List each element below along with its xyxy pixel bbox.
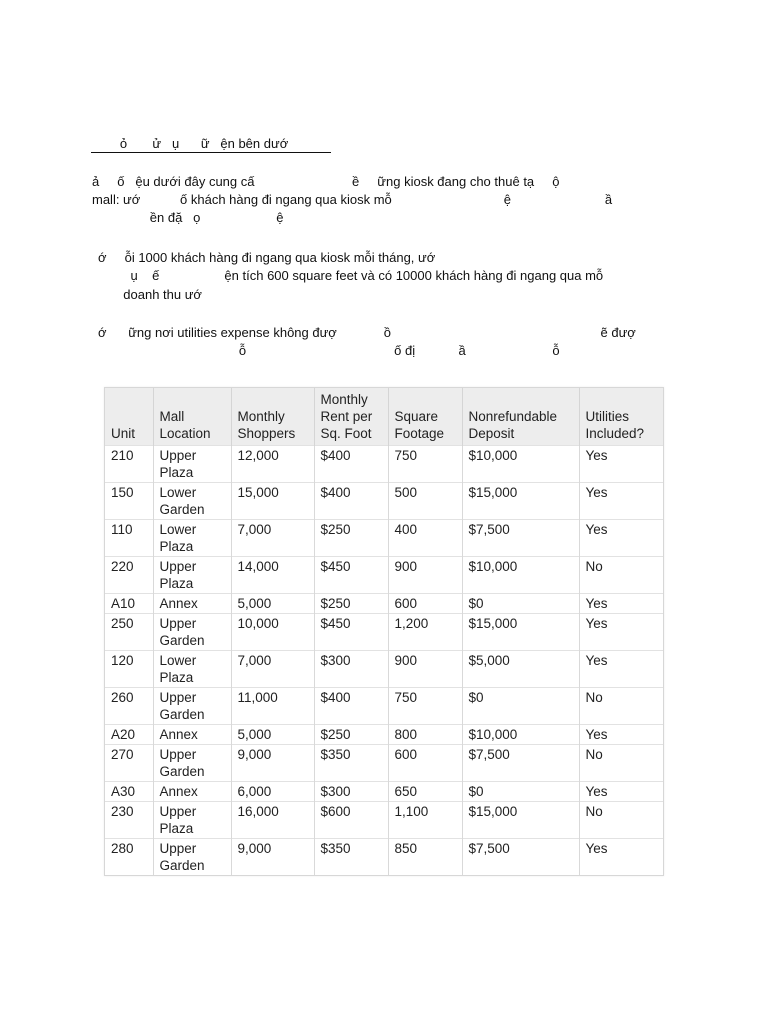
- table-row: [105, 782, 663, 802]
- cell-mall-location: Annex: [153, 594, 231, 614]
- cell-monthly-shoppers: 9,000: [231, 839, 314, 876]
- cell-unit: 250: [105, 614, 153, 651]
- cell-utilities: No: [579, 745, 663, 782]
- header-unit: Unit: [105, 388, 153, 446]
- paragraph-1-line-3: ền đặ ọ ệ: [92, 210, 284, 225]
- table-row: [105, 651, 663, 688]
- cell-utilities: Yes: [579, 594, 663, 614]
- cell-monthly-shoppers: 14,000: [231, 557, 314, 594]
- cell-utilities: Yes: [579, 483, 663, 520]
- cell-monthly-rent: $600: [314, 802, 388, 839]
- cell-unit: 120: [105, 651, 153, 688]
- cell-deposit: $7,500: [462, 745, 579, 782]
- cell-monthly-shoppers: 12,000: [231, 446, 314, 483]
- cell-monthly-shoppers: 5,000: [231, 594, 314, 614]
- header-monthly-shoppers: Monthly Shoppers: [231, 388, 314, 446]
- cell-unit: A10: [105, 594, 153, 614]
- cell-deposit: $15,000: [462, 802, 579, 839]
- cell-deposit: $10,000: [462, 557, 579, 594]
- cell-deposit: $0: [462, 688, 579, 725]
- cell-monthly-rent: $400: [314, 446, 388, 483]
- cell-square-footage: 750: [388, 446, 462, 483]
- cell-deposit: $15,000: [462, 614, 579, 651]
- paragraph-2-line-3: doanh thu ướ: [98, 287, 202, 302]
- cell-utilities: No: [579, 688, 663, 725]
- cell-mall-location: Upper Garden: [153, 745, 231, 782]
- table-row: [105, 614, 663, 651]
- cell-square-footage: 750: [388, 688, 462, 725]
- cell-deposit: $10,000: [462, 725, 579, 745]
- cell-monthly-rent: $400: [314, 483, 388, 520]
- table-row: [105, 446, 663, 483]
- table-row: [105, 725, 663, 745]
- cell-unit: 210: [105, 446, 153, 483]
- cell-square-footage: 500: [388, 483, 462, 520]
- paragraph-2-line-2: ụ ế ện tích 600 square feet và có 10000 khách hàng đi ngang qua mỗ: [98, 268, 604, 283]
- cell-unit: 230: [105, 802, 153, 839]
- paragraph-3-line-2: ỗ ố đị ầ ỗ: [98, 343, 560, 358]
- cell-monthly-shoppers: 5,000: [231, 725, 314, 745]
- cell-mall-location: Annex: [153, 725, 231, 745]
- cell-square-footage: 600: [388, 594, 462, 614]
- cell-deposit: $7,500: [462, 520, 579, 557]
- table-row: [105, 745, 663, 782]
- cell-unit: 150: [105, 483, 153, 520]
- header-square-footage: Square Footage: [388, 388, 462, 446]
- cell-monthly-rent: $250: [314, 594, 388, 614]
- cell-monthly-rent: $450: [314, 557, 388, 594]
- header-utilities: Utilities Included?: [579, 388, 663, 446]
- cell-mall-location: Upper Plaza: [153, 557, 231, 594]
- cell-square-footage: 900: [388, 557, 462, 594]
- cell-utilities: Yes: [579, 839, 663, 876]
- paragraph-1-line-2: mall: ướ ố khách hàng đi ngang qua kiosk mỗ ệ ầ: [92, 192, 613, 207]
- cell-square-footage: 850: [388, 839, 462, 876]
- paragraph-2-line-1: ớ ỗi 1000 khách hàng đi ngang qua kiosk mỗi tháng, ướ: [98, 250, 436, 265]
- table-header-row: [105, 388, 663, 446]
- cell-deposit: $10,000: [462, 446, 579, 483]
- cell-unit: 270: [105, 745, 153, 782]
- table-row: [105, 557, 663, 594]
- cell-square-footage: 1,200: [388, 614, 462, 651]
- cell-utilities: Yes: [579, 520, 663, 557]
- cell-monthly-shoppers: 6,000: [231, 782, 314, 802]
- cell-square-footage: 800: [388, 725, 462, 745]
- cell-mall-location: Lower Plaza: [153, 651, 231, 688]
- cell-mall-location: Annex: [153, 782, 231, 802]
- cell-utilities: Yes: [579, 782, 663, 802]
- cell-monthly-rent: $250: [314, 725, 388, 745]
- cell-mall-location: Upper Garden: [153, 614, 231, 651]
- section-heading: ỏ ử ụ ữ ện bên dướ: [91, 136, 331, 153]
- table-row: [105, 483, 663, 520]
- table-row: [105, 688, 663, 725]
- cell-unit: 260: [105, 688, 153, 725]
- cell-monthly-rent: $450: [314, 614, 388, 651]
- cell-monthly-rent: $250: [314, 520, 388, 557]
- cell-utilities: Yes: [579, 725, 663, 745]
- cell-monthly-shoppers: 16,000: [231, 802, 314, 839]
- cell-monthly-shoppers: 15,000: [231, 483, 314, 520]
- kiosk-table-container: [104, 387, 664, 876]
- cell-square-footage: 400: [388, 520, 462, 557]
- cell-mall-location: Lower Plaza: [153, 520, 231, 557]
- cell-monthly-rent: $300: [314, 651, 388, 688]
- cell-square-footage: 1,100: [388, 802, 462, 839]
- cell-square-footage: 900: [388, 651, 462, 688]
- cell-monthly-shoppers: 11,000: [231, 688, 314, 725]
- header-monthly-rent: Monthly Rent per Sq. Foot: [314, 388, 388, 446]
- cell-unit: A20: [105, 725, 153, 745]
- cell-utilities: No: [579, 557, 663, 594]
- header-mall-location: Mall Location: [153, 388, 231, 446]
- cell-utilities: No: [579, 802, 663, 839]
- cell-deposit: $7,500: [462, 839, 579, 876]
- cell-mall-location: Upper Plaza: [153, 446, 231, 483]
- cell-monthly-shoppers: 7,000: [231, 651, 314, 688]
- cell-utilities: Yes: [579, 614, 663, 651]
- cell-monthly-shoppers: 10,000: [231, 614, 314, 651]
- cell-deposit: $0: [462, 782, 579, 802]
- cell-monthly-shoppers: 7,000: [231, 520, 314, 557]
- cell-square-footage: 650: [388, 782, 462, 802]
- cell-unit: 280: [105, 839, 153, 876]
- cell-monthly-rent: $350: [314, 839, 388, 876]
- cell-unit: A30: [105, 782, 153, 802]
- cell-mall-location: Upper Plaza: [153, 802, 231, 839]
- cell-mall-location: Upper Garden: [153, 839, 231, 876]
- kiosk-rental-table: [105, 388, 663, 875]
- cell-monthly-rent: $400: [314, 688, 388, 725]
- cell-unit: 110: [105, 520, 153, 557]
- cell-mall-location: Lower Garden: [153, 483, 231, 520]
- paragraph-3-line-1: ớ ững nơi utilities expense không đượ ồ ẽ đượ: [98, 325, 636, 340]
- cell-utilities: Yes: [579, 651, 663, 688]
- cell-deposit: $15,000: [462, 483, 579, 520]
- header-deposit: Nonrefundable Deposit: [462, 388, 579, 446]
- table-row: [105, 594, 663, 614]
- cell-monthly-shoppers: 9,000: [231, 745, 314, 782]
- cell-square-footage: 600: [388, 745, 462, 782]
- cell-deposit: $5,000: [462, 651, 579, 688]
- cell-deposit: $0: [462, 594, 579, 614]
- table-body: [105, 446, 663, 876]
- paragraph-1-line-1: ả ố ệu dưới đây cung cấ ề ững kiosk đang cho thuê tạ ộ: [92, 174, 560, 189]
- cell-utilities: Yes: [579, 446, 663, 483]
- table-row: [105, 839, 663, 876]
- cell-monthly-rent: $300: [314, 782, 388, 802]
- cell-monthly-rent: $350: [314, 745, 388, 782]
- table-row: [105, 520, 663, 557]
- table-row: [105, 802, 663, 839]
- cell-unit: 220: [105, 557, 153, 594]
- cell-mall-location: Upper Garden: [153, 688, 231, 725]
